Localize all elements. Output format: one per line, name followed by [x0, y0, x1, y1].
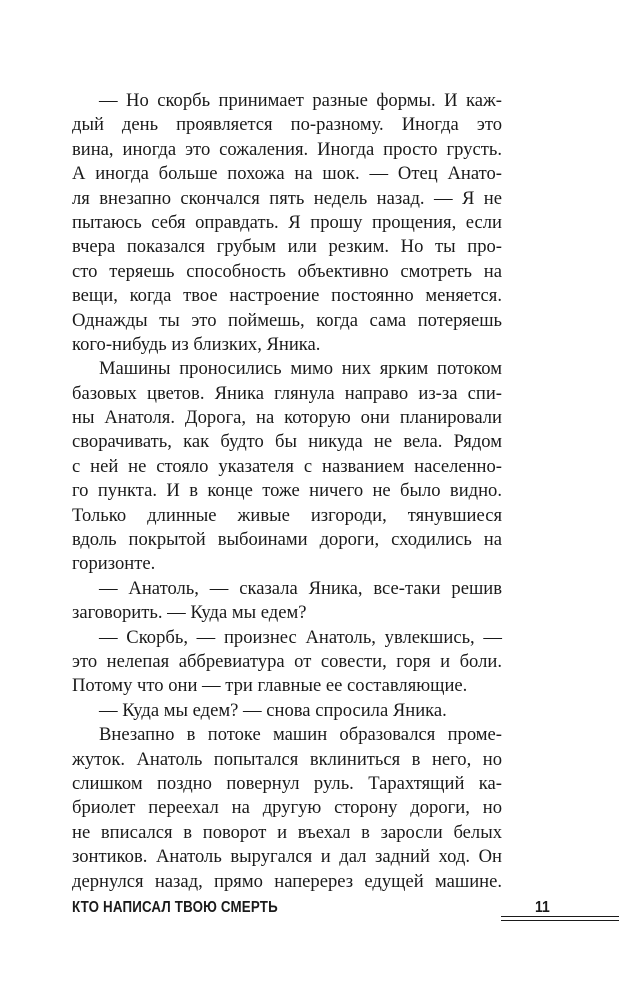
text-line: это нелепая аббревиатура от совести, горя и боли.	[72, 650, 502, 672]
page-number: 11	[535, 899, 550, 916]
text-line: бриолет переехал на другую сторону дороги, но	[72, 797, 502, 819]
text-line: Потому что они — три главные ее составляющие.	[72, 675, 468, 697]
text-line: — Куда мы едем? — снова спросила Яника.	[99, 699, 447, 721]
text-line: Только длинные живые изгороди, тянувшиеся	[72, 504, 502, 526]
text-line: го пункта. И в конце тоже ничего не было видно.	[72, 480, 502, 502]
text-line: вчера показался грубым или резким. Но ты про-	[72, 236, 502, 258]
text-line: заговорить. — Куда мы едем?	[72, 602, 307, 624]
body-text	[72, 89, 502, 894]
text-line: Машины проносились мимо них ярким потоком	[99, 358, 502, 380]
text-line: ля внезапно скончался пять недель назад. — Я не	[72, 187, 502, 209]
text-line: ны Анатоля. Дорога, на которую они планировали	[72, 407, 502, 429]
running-footer	[72, 899, 619, 939]
text-line: дый день проявляется по-разному. Иногда это	[72, 114, 502, 136]
text-line: жуток. Анатоль попытался вклиниться в него, но	[72, 748, 502, 770]
footer-rule-lower	[501, 920, 619, 921]
text-line: вещи, когда твое настроение постоянно меняется.	[72, 285, 502, 307]
text-line: Однажды ты это поймешь, когда сама потеряешь	[72, 309, 502, 331]
text-line: дернулся назад, прямо наперерез едущей машине.	[72, 870, 502, 892]
text-line: базовых цветов. Яника глянула направо из-за спи-	[72, 382, 502, 404]
text-line: кого-нибудь из близких, Яника.	[72, 333, 321, 355]
text-line: — Скорбь, — произнес Анатоль, увлекшись, —	[99, 626, 502, 648]
text-line: — Анатоль, — сказала Яника, все-таки решив	[99, 577, 502, 599]
text-line: сворачивать, как будто бы никуда не вела. Рядом	[72, 431, 502, 453]
footer-rule-upper	[501, 916, 619, 917]
text-line: с ней не стояло указателя с названием населенно-	[72, 455, 502, 477]
text-line: горизонте.	[72, 553, 156, 575]
text-line: — Но скорбь принимает разные формы. И каж-	[99, 90, 502, 111]
running-title: КТО НАПИСАЛ ТВОЮ СМЕРТЬ	[72, 899, 278, 916]
text-line: вдоль покрытой выбоинами дороги, сходились на	[72, 529, 502, 551]
text-line: зонтиков. Анатоль выругался и дал задний ход. Он	[72, 846, 502, 868]
text-line: не вписался в поворот и въехал в заросли белых	[72, 821, 502, 843]
text-line: А иногда больше похожа на шок. — Отец Анато-	[72, 163, 502, 185]
text-line: Внезапно в потоке машин образовался проме-	[99, 724, 502, 746]
text-line: пытаюсь себя оправдать. Я прошу прощения, если	[72, 211, 502, 233]
text-line: слишком поздно повернул руль. Тарахтящий ка-	[72, 772, 502, 794]
text-line: сто теряешь способность объективно смотреть на	[72, 260, 502, 282]
text-line: вина, иногда это сожаления. Иногда просто грусть.	[72, 138, 502, 160]
